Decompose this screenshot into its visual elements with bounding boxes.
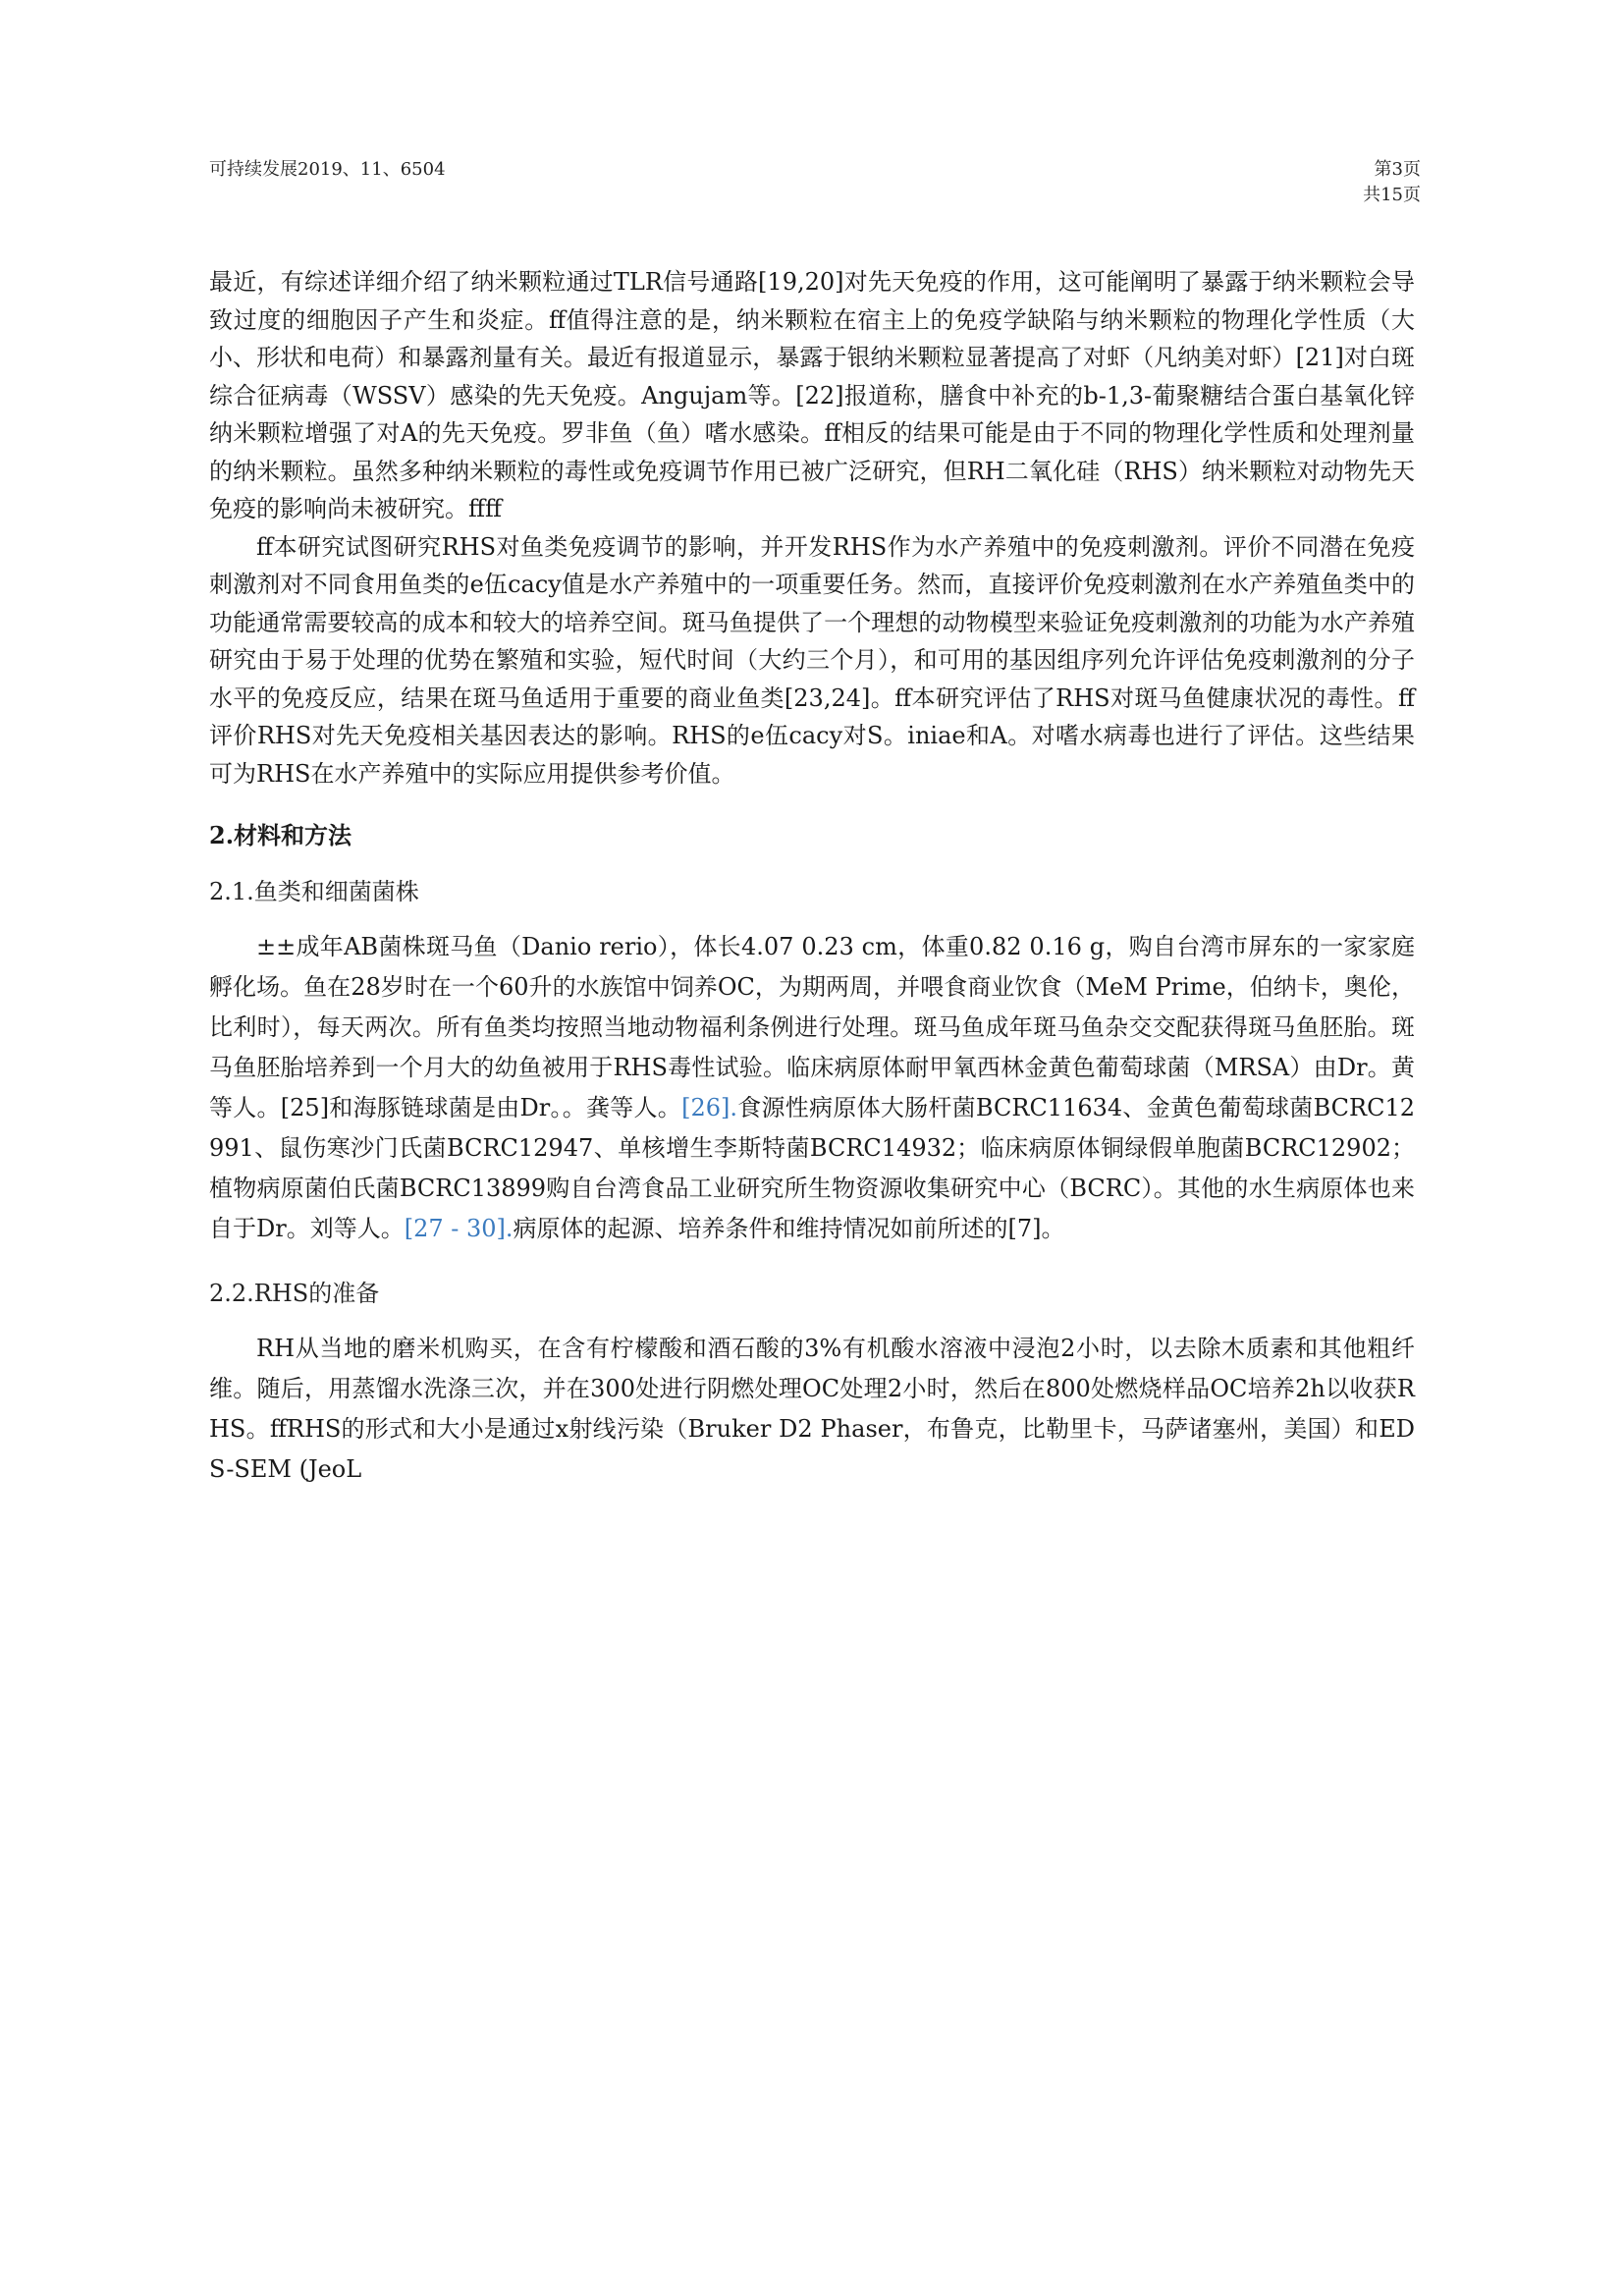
citation-link-26[interactable]: [26].: [681, 1094, 737, 1121]
running-header-journal: 可持续发展2019、11、6504: [209, 159, 446, 180]
running-header-page: [1363, 157, 1421, 208]
fish-strains-text-b: 食源性病原体大肠杆菌BCRC11634、金黄色葡萄球菌BCRC12991、鼠伤寒沙门氏菌BCRC12947、单核增生李斯特菌BCRC14932；临床病原体铜绿假单胞菌BCRC12902；植物病原菌伯氏菌BCRC13899购自台湾食品工业研究所生物资源收集研究中心（BCRC）。其他的水生病原体也来自于Dr。刘等人。: [209, 1094, 1415, 1242]
fish-strains-text-a: ±±成年AB菌株斑马鱼（Danio rerio），体长4.07 0.23 cm，体重0.82 0.16 g，购自台湾市屏东的一家家庭孵化场。鱼在28岁时在一个60升的水族馆中饲养OC，为期两周，并喂食商业饮食（MeM Prime，伯纳卡，奥伦，比利时），每天两次。所有鱼类均按照当地动物福利条例进行处理。斑马鱼成年斑马鱼杂交交配获得斑马鱼胚胎。斑马鱼胚胎培养到一个月大的幼鱼被用于RHS毒性试验。临床病原体耐甲氧西林金黄色葡萄球菌（MRSA）由Dr。黄等人。[25]和海豚链球菌是由Dr。。龚等人。: [209, 933, 1415, 1121]
rhs-preparation-paragraph: RH从当地的磨米机购买，在含有柠檬酸和酒石酸的3%有机酸水溶液中浸泡2小时，以去除木质素和其他粗纤维。随后，用蒸馏水洗涤三次，并在300处进行阴燃处理OC处理2小时，然后在800处燃烧样品OC培养2h以收获RHS。ﬀRHS的形式和大小是通过x射线污染（Bruker D2 Phaser，布鲁克，比勒里卡，马萨诸塞州，美国）和EDS-SEM (JeoL: [209, 1335, 1415, 1483]
section-heading-materials-methods: 2.材料和方法: [209, 821, 352, 849]
fish-strains-text-c: 病原体的起源、培养条件和维持情况如前所述的[7]。: [513, 1215, 1065, 1242]
subsection-heading-rhs-preparation: 2.2.RHS的准备: [209, 1280, 380, 1307]
subsection-heading-fish-strains: 2.1.鱼类和细菌菌株: [209, 878, 419, 905]
page-total: 共15页: [1363, 185, 1421, 205]
intro-paragraph-2: ﬀ本研究试图研究RHS对鱼类免疫调节的影响，并开发RHS作为水产养殖中的免疫刺激剂。评价不同潜在免疫刺激剂对不同食用鱼类的e伍cacy值是水产养殖中的一项重要任务。然而，直接评价免疫刺激剂在水产养殖鱼类中的功能通常需要较高的成本和较大的培养空间。斑马鱼提供了一个理想的动物模型来验证免疫刺激剂的功能为水产养殖研究由于易于处理的优势在繁殖和实验，短代时间（大约三个月），和可用的基因组序列允许评估免疫刺激剂的分子水平的免疫反应，结果在斑马鱼适用于重要的商业鱼类[23,24]。ﬀ本研究评估了RHS对斑马鱼健康状况的毒性。ﬀ评价RHS对先天免疫相关基因表达的影响。RHS的e伍cacy对S。iniae和A。对嗜水病毒也进行了评估。这些结果可为RHS在水产养殖中的实际应用提供参考价值。: [209, 532, 1415, 788]
intro-paragraph-1: 最近，有综述详细介绍了纳米颗粒通过TLR信号通路[19,20]对先天免疫的作用，这可能阐明了暴露于纳米颗粒会导致过度的细胞因子产生和炎症。ﬀ值得注意的是，纳米颗粒在宿主上的免疫学缺陷与纳米颗粒的物理化学性质（大小、形状和电荷）和暴露剂量有关。最近有报道显示，暴露于银纳米颗粒显著提高了对虾（凡纳美对虾）[21]对白斑综合征病毒（WSSV）感染的先天免疫。Angujam等。[22]报道称，膳食中补充的b-1,3-葡聚糖结合蛋白基氧化锌纳米颗粒增强了对A的先天免疫。罗非鱼（鱼）嗜水感染。ﬀ相反的结果可能是由于不同的物理化学性质和处理剂量的纳米颗粒。虽然多种纳米颗粒的毒性或免疫调节作用已被广泛研究，但RH二氧化硅（RHS）纳米颗粒对动物先天免疫的影响尚未被研究。ﬀﬀ: [209, 268, 1415, 522]
citation-link-27-30[interactable]: [27 - 30].: [404, 1215, 514, 1242]
page-body: [209, 263, 1415, 1490]
page-number: 第3页: [1374, 159, 1421, 180]
fish-strains-paragraph: [209, 927, 1415, 1249]
